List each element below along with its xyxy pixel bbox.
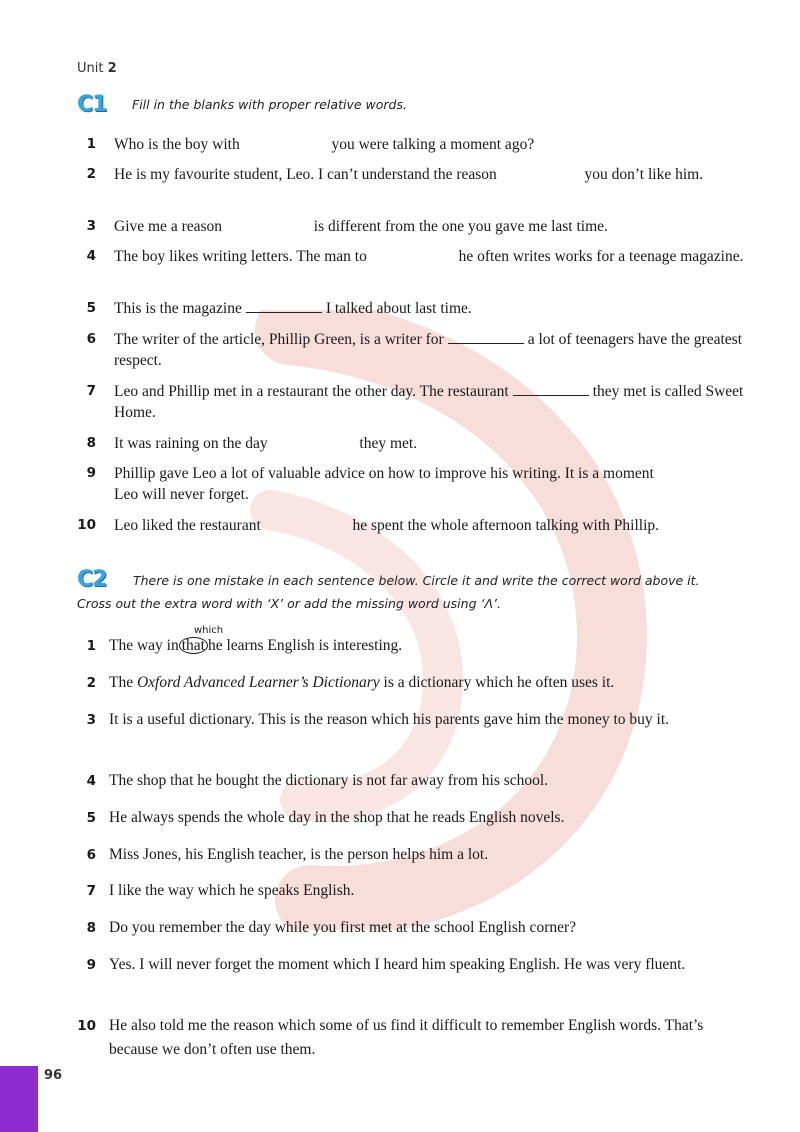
c2-sentence-9: 9 Yes. I will never forget the moment which I heard him speaking English. He was very fluent. (86, 956, 686, 973)
c1-question-7: 7 Leo and Phillip met in a restaurant the other day. The restaurant they met is called Sweet Home. (86, 383, 744, 421)
c1-question-10: 10 Leo liked the restaurant he spent the whole afternoon talking with Phillip. (77, 517, 660, 534)
c2-sentence-7: 7 I like the way which he speaks English. (86, 882, 355, 899)
c2-sentence-8: 8 Do you remember the day while you first met at the school English corner? (86, 919, 577, 936)
section-c2-instruction-line-1: There is one mistake in each sentence below. Circle it and write the correct word above it. (133, 573, 700, 588)
answer-blank[interactable] (448, 330, 524, 344)
c2-sentence-6: 6 Miss Jones, his English teacher, is the person helps him a lot. (86, 846, 489, 863)
unit-number: 2 (107, 61, 117, 76)
c1-question-9: 9 Phillip gave Leo a lot of valuable advice on how to improve his writing. It is a moment Leo will never forget. (86, 465, 654, 503)
c2-sentence-3: 3 It is a useful dictionary. This is the reason which his parents gave him the money to buy it. (86, 711, 670, 728)
c2-sentence-2: 2 The Oxford Advanced Learner’s Dictionary is a dictionary which he often uses it. (86, 674, 615, 691)
c2-sentence-4: 4 The shop that he bought the dictionary is not far away from his school. (86, 772, 549, 789)
section-c2-badge: C2 (77, 567, 107, 592)
c1-question-2: 2 He is my favourite student, Leo. I can’t understand the reason you don’t like him. (86, 166, 704, 183)
unit-label (77, 61, 117, 76)
answer-blank[interactable] (246, 299, 322, 313)
c1-question-1: 1 Who is the boy with you were talking a moment ago? (86, 136, 535, 153)
c1-question-5: 5 This is the magazine I talked about last time. (86, 300, 472, 317)
c1-question-6: 6 The writer of the article, Phillip Green, is a writer for a lot of teenagers have the greatest respect. (86, 331, 743, 369)
section-c1-instruction: Fill in the blanks with proper relative words. (132, 97, 407, 112)
unit-word: Unit (77, 61, 104, 76)
c1-question-8: 8 It was raining on the day they met. (86, 435, 418, 452)
c2-sentence-10: 10 He also told me the reason which some of us find it difficult to remember English words. That’s because we don’t often use them. (77, 1017, 704, 1058)
c2-sentence-1: 1 The way in that he learns English is interesting. (86, 637, 403, 654)
c1-question-4: 4 The boy likes writing letters. The man to he often writes works for a teenage magazine. (86, 248, 744, 265)
c2-sentence-5: 5 He always spends the whole day in the shop that he reads English novels. (86, 809, 565, 826)
correction-word: which (194, 625, 224, 636)
answer-blank[interactable] (513, 382, 589, 396)
page-number: 96 (44, 1068, 63, 1083)
section-c2-instruction-line-2: Cross out the extra word with ‘X’ or add the missing word using ‘Λ’. (77, 596, 501, 611)
section-c1-badge: C1 (77, 92, 107, 117)
page-color-tab (0, 1066, 38, 1132)
c1-question-3: 3 Give me a reason is different from the one you gave me last time. (86, 218, 608, 235)
circled-mistake: that (179, 637, 208, 654)
